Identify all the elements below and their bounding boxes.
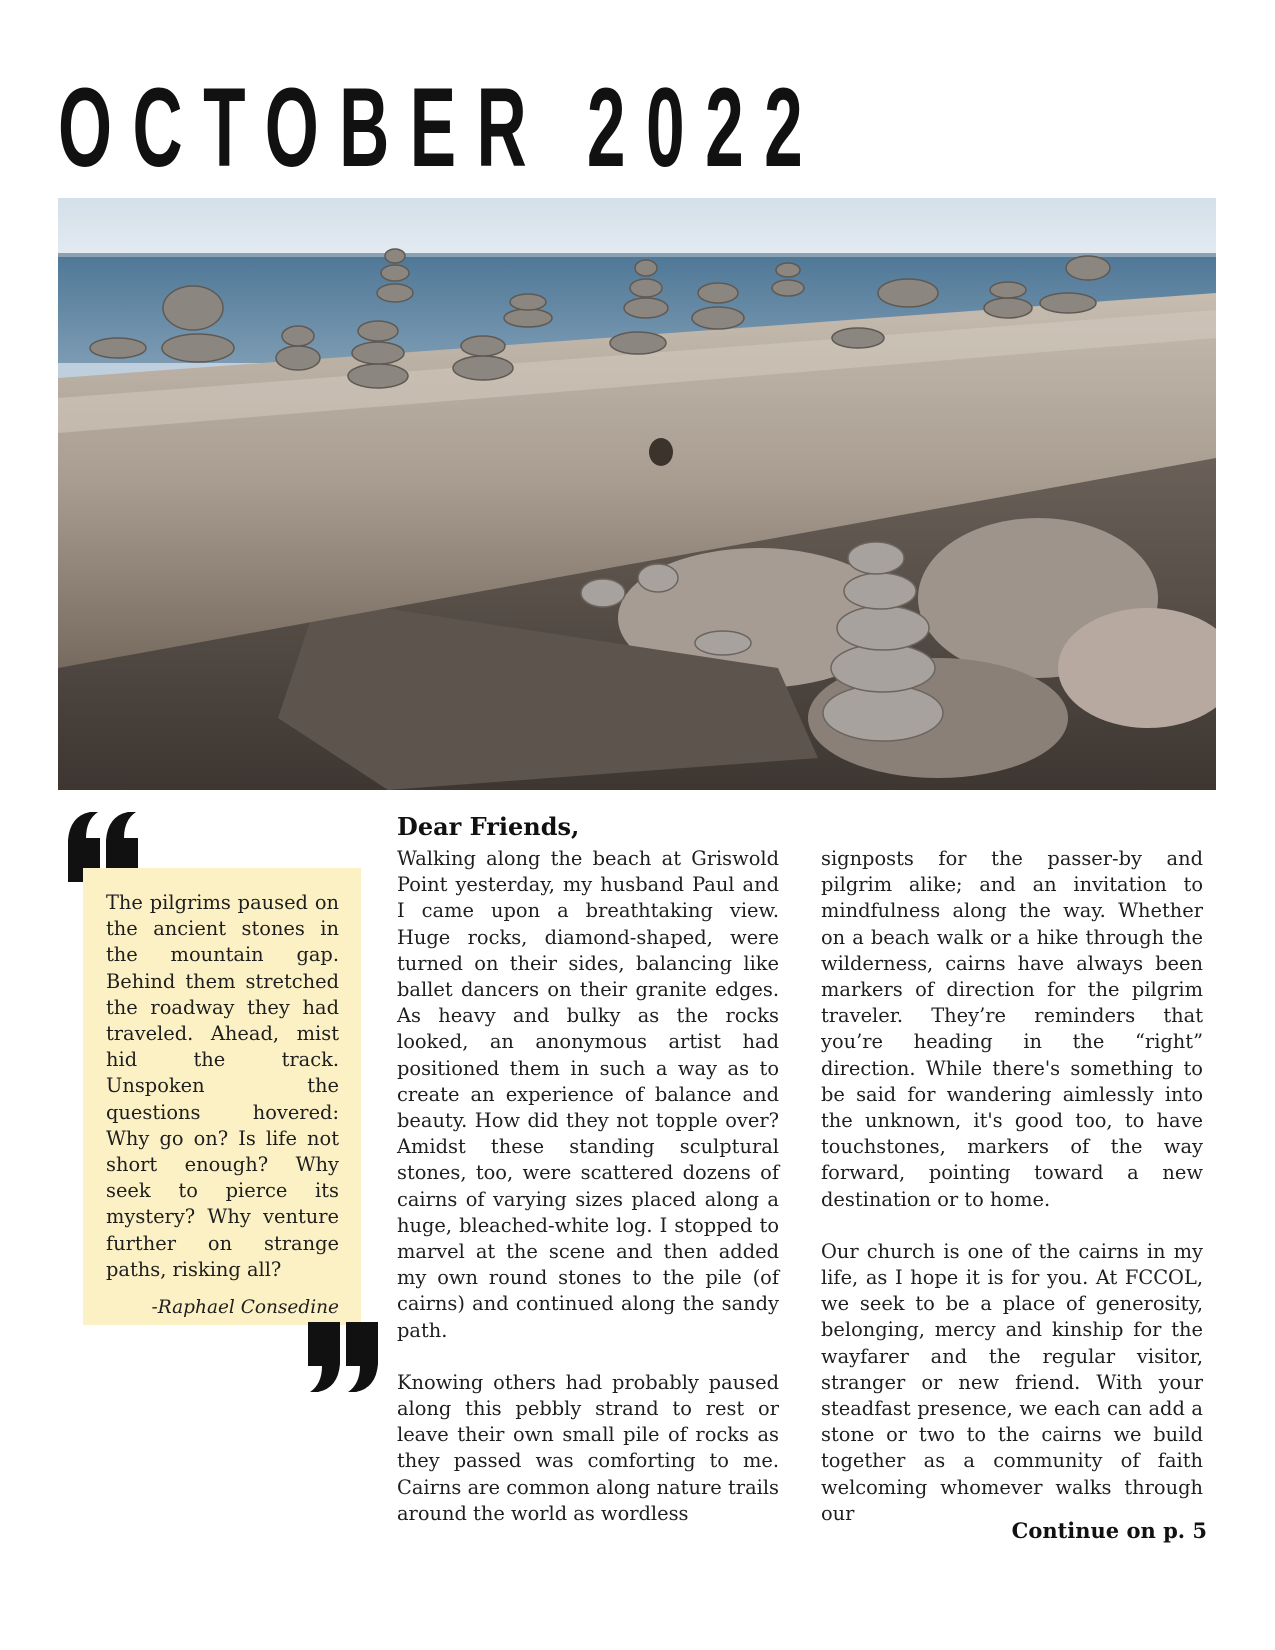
close-quote-icon bbox=[308, 1322, 378, 1394]
letter-salutation: Dear Friends, bbox=[397, 812, 580, 841]
beach-cairns-photo bbox=[58, 198, 1216, 790]
letter-paragraph: Walking along the beach at Griswold Point yesterday, my husband Paul and I came upon a breathtaking view. Huge rocks, diamond-shaped, were turned on their sides, balancing like ballet dancers on their granite edges. As heavy and bulky as the rocks looked, an anonymous artist had positioned them in such a way as to create an experience of balance and beauty. How did they not topple over? Amidst these standing sculptural stones, too, were scattered dozens of cairns of varying sizes placed along a huge, bleached-white log. I stopped to marvel at the scene and then added my own round stones to the pile (of cairns) and continued along the sandy path. bbox=[397, 847, 779, 1342]
pull-quote-text: The pilgrims paused on the ancient stones in the mountain gap. Behind them stretched the roadway they had traveled. Ahead, mist hid the track. Unspoken the questions hovered: Why go on? Is life not short enough? Why seek to pierce its mystery? Why venture further on strange paths, risking all? bbox=[106, 891, 339, 1281]
masthead-title: OCTOBER 2022 bbox=[58, 65, 824, 190]
continue-link[interactable]: Continue on p. 5 bbox=[1011, 1518, 1207, 1543]
letter-paragraph: signposts for the passer-by and pilgrim alike; and an invitation to mindfulness along the way. Whether on a beach walk or a hike through the wilderness, cairns have always been markers of direction for the pilgrim traveler. They’re reminders that you’re heading in the “right” direction. While there's something to be said for wandering aimlessly into the unknown, it's good too, to have touchstones, markers of the way forward, pointing toward a new destination or to home. bbox=[821, 847, 1203, 1211]
letter-column-left bbox=[397, 846, 779, 1527]
pull-quote-attribution: -Raphael Consedine bbox=[151, 1297, 339, 1319]
pull-quote bbox=[83, 868, 361, 1325]
letter-column-right bbox=[821, 846, 1203, 1527]
letter-paragraph: Our church is one of the cairns in my life, as I hope it is for you. At FCCOL, we seek to be a place of generosity, belonging, mercy and kinship for the wayfarer and the regular visitor, stranger or new friend. With your steadfast presence, we each can add a stone or two to the cairns we build together as a community of faith welcoming whomever walks through our bbox=[821, 1239, 1203, 1525]
letter-paragraph: Knowing others had probably paused along this pebbly strand to rest or leave their own small pile of rocks as they passed was comforting to me. Cairns are common along nature trails around the world as wordless bbox=[397, 1370, 779, 1525]
